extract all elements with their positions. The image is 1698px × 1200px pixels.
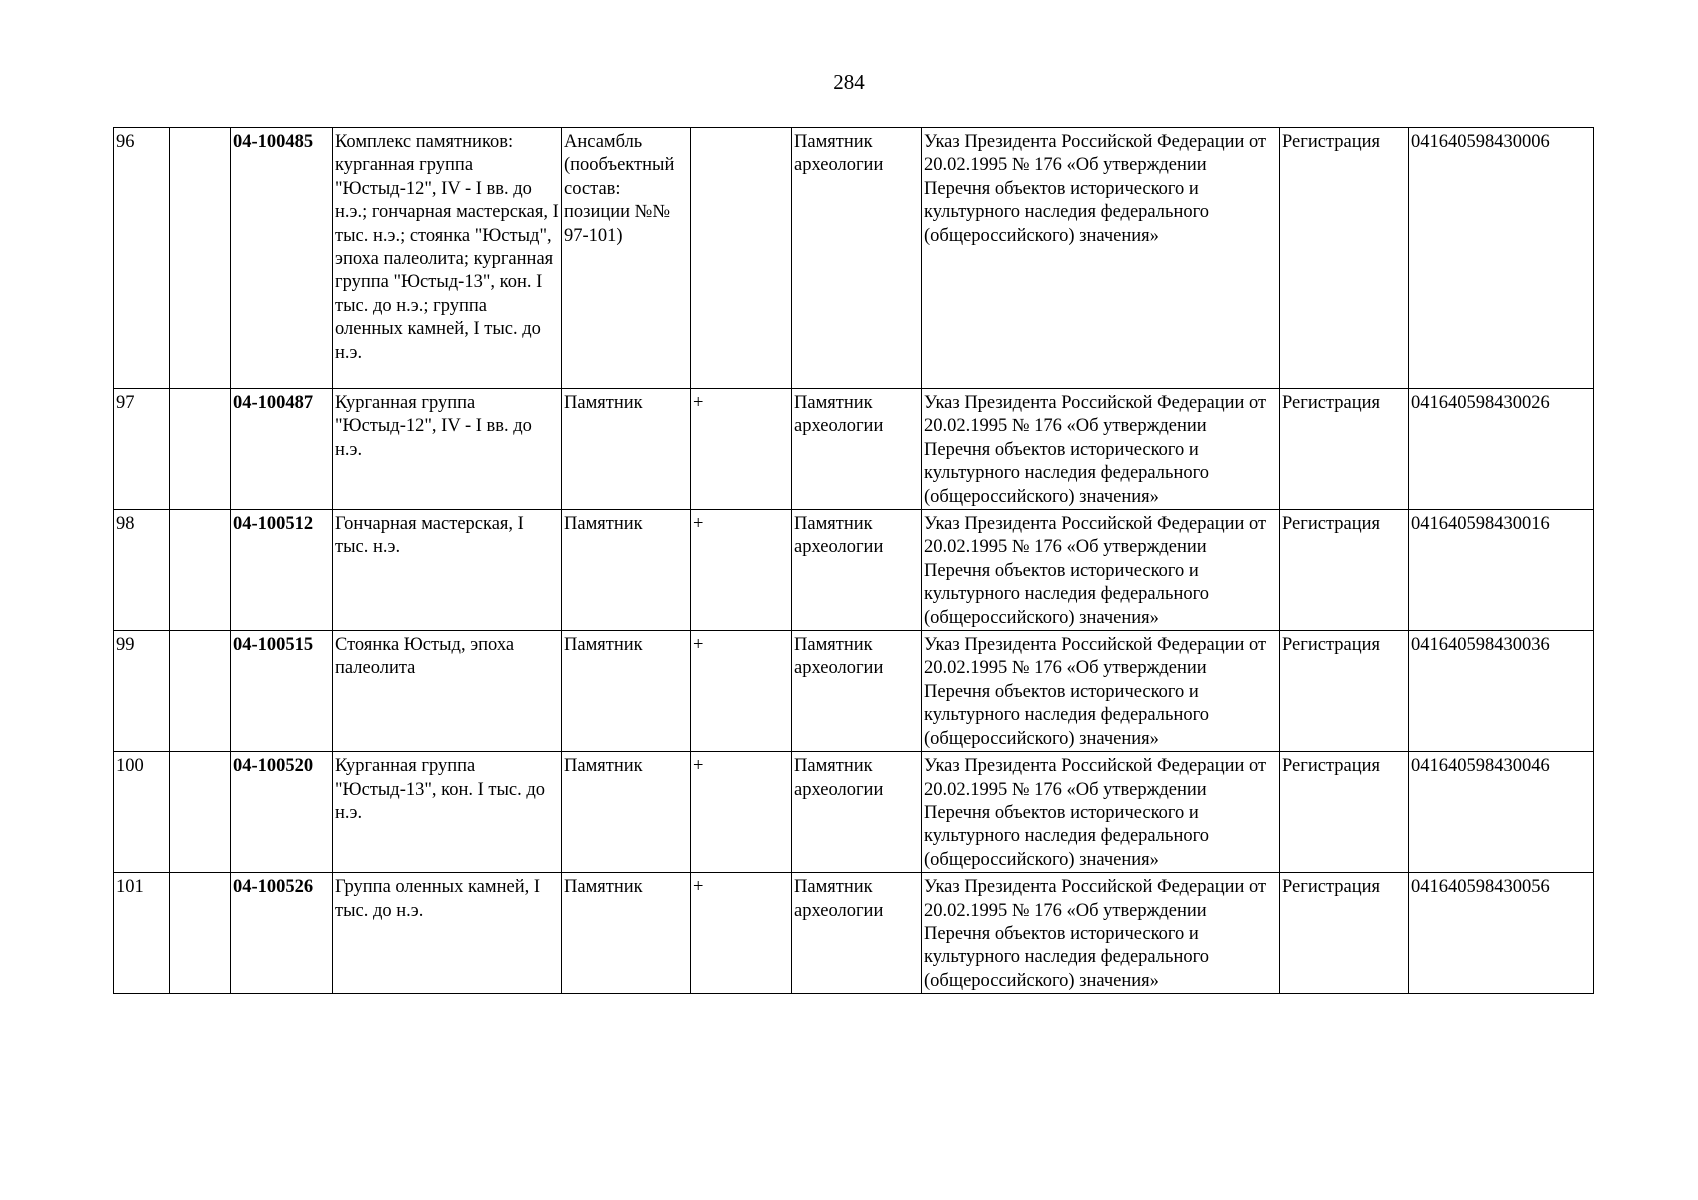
registration-status: Регистрация <box>1280 389 1409 510</box>
legal-document: Указ Президента Российской Федерации от 20.02.1995 № 176 «Об утверждении Перечня объектов исторического и культурного наследия федерального (общероссийского) значения» <box>922 631 1280 752</box>
legal-document: Указ Президента Российской Федерации от 20.02.1995 № 176 «Об утверждении Перечня объектов исторического и культурного наследия федерального (общероссийского) значения» <box>922 510 1280 631</box>
legal-document: Указ Президента Российской Федерации от 20.02.1995 № 176 «Об утверждении Перечня объектов исторического и культурного наследия федерального (общероссийского) значения» <box>922 389 1280 510</box>
empty-cell <box>170 752 231 873</box>
row-number: 99 <box>114 631 170 752</box>
row-number: 96 <box>114 128 170 389</box>
object-mark: + <box>691 389 792 510</box>
legal-document: Указ Президента Российской Федерации от 20.02.1995 № 176 «Об утверждении Перечня объектов исторического и культурного наследия федерального (общероссийского) значения» <box>922 752 1280 873</box>
registration-status: Регистрация <box>1280 128 1409 389</box>
object-kind: Памятник <box>562 873 691 994</box>
registration-number: 041640598430016 <box>1409 510 1594 631</box>
object-code: 04-100515 <box>231 631 333 752</box>
page-number: 284 <box>833 70 865 94</box>
row-number: 97 <box>114 389 170 510</box>
object-name: Курганная группа "Юстыд-12", IV - I вв. до н.э. <box>333 389 562 510</box>
registration-number: 041640598430036 <box>1409 631 1594 752</box>
registry-body <box>114 128 1594 994</box>
object-mark <box>691 128 792 389</box>
object-name: Гончарная мастерская, I тыс. н.э. <box>333 510 562 631</box>
object-category: Памятник археологии <box>792 631 922 752</box>
registration-status: Регистрация <box>1280 510 1409 631</box>
object-category: Памятник археологии <box>792 389 922 510</box>
row-number: 98 <box>114 510 170 631</box>
registration-number: 041640598430056 <box>1409 873 1594 994</box>
registration-number: 041640598430026 <box>1409 389 1594 510</box>
registration-number: 041640598430046 <box>1409 752 1594 873</box>
empty-cell <box>170 873 231 994</box>
object-kind: Ансамбль (пообъектный состав: позиции №№ 97-101) <box>562 128 691 389</box>
registration-number: 041640598430006 <box>1409 128 1594 389</box>
legal-document: Указ Президента Российской Федерации от 20.02.1995 № 176 «Об утверждении Перечня объектов исторического и культурного наследия федерального (общероссийского) значения» <box>922 128 1280 389</box>
registry-table <box>113 127 1594 994</box>
object-category: Памятник археологии <box>792 510 922 631</box>
empty-cell <box>170 631 231 752</box>
table-row <box>114 510 1594 631</box>
row-number: 100 <box>114 752 170 873</box>
table-row <box>114 631 1594 752</box>
object-kind: Памятник <box>562 631 691 752</box>
object-category: Памятник археологии <box>792 873 922 994</box>
object-mark: + <box>691 873 792 994</box>
object-kind: Памятник <box>562 752 691 873</box>
object-category: Памятник археологии <box>792 128 922 389</box>
table-row <box>114 873 1594 994</box>
object-code: 04-100520 <box>231 752 333 873</box>
table-row <box>114 128 1594 389</box>
object-mark: + <box>691 631 792 752</box>
object-code: 04-100487 <box>231 389 333 510</box>
empty-cell <box>170 389 231 510</box>
object-mark: + <box>691 510 792 631</box>
empty-cell <box>170 128 231 389</box>
legal-document: Указ Президента Российской Федерации от 20.02.1995 № 176 «Об утверждении Перечня объектов исторического и культурного наследия федерального (общероссийского) значения» <box>922 873 1280 994</box>
registration-status: Регистрация <box>1280 752 1409 873</box>
row-number: 101 <box>114 873 170 994</box>
table-row <box>114 752 1594 873</box>
object-name: Группа оленных камней, I тыс. до н.э. <box>333 873 562 994</box>
object-code: 04-100485 <box>231 128 333 389</box>
object-kind: Памятник <box>562 389 691 510</box>
object-code: 04-100526 <box>231 873 333 994</box>
object-kind: Памятник <box>562 510 691 631</box>
object-category: Памятник археологии <box>792 752 922 873</box>
object-name: Курганная группа "Юстыд-13", кон. I тыс. до н.э. <box>333 752 562 873</box>
object-code: 04-100512 <box>231 510 333 631</box>
registration-status: Регистрация <box>1280 873 1409 994</box>
empty-cell <box>170 510 231 631</box>
registration-status: Регистрация <box>1280 631 1409 752</box>
table-row <box>114 389 1594 510</box>
object-name: Стоянка Юстыд, эпоха палеолита <box>333 631 562 752</box>
object-mark: + <box>691 752 792 873</box>
object-name: Комплекс памятников: курганная группа "Юстыд-12", IV - I вв. до н.э.; гончарная мастерская, I тыс. н.э.; стоянка "Юстыд", эпоха палеолита; курганная группа "Юстыд-13", кон. I тыс. до н.э.; группа оленных камней, I тыс. до н.э. <box>333 128 562 389</box>
